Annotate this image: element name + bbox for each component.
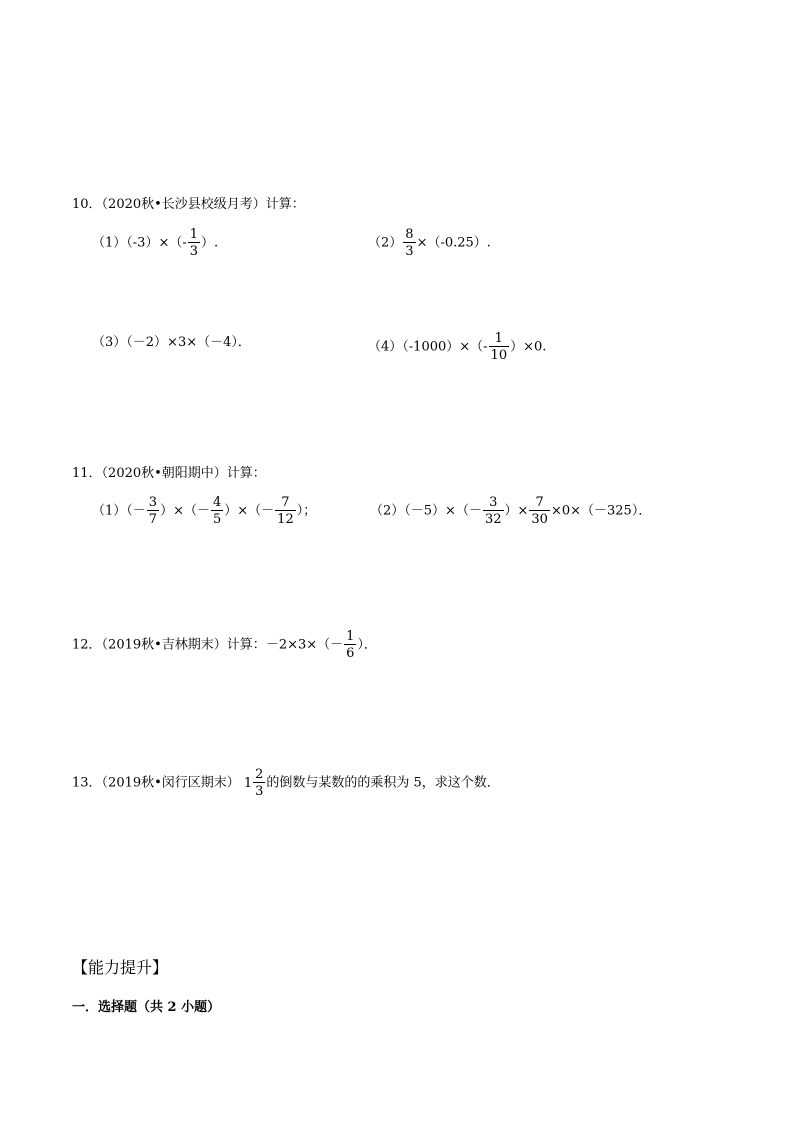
question-11-header — [72, 467, 266, 480]
question-13: 13．（2019秋•闵行区期末） 1 $\frac{2}{3}$ 的倒数与某数的的乘积为 5，求这个数． — [72, 767, 500, 799]
question-12: 12．（2019秋•吉林期末）计算：－2×3×（－ $\frac{1}{6}$ ）． — [72, 629, 377, 661]
fraction: $\frac{2}{3}$ — [255, 767, 264, 799]
q10-part-2: （2） $\frac{8}{3}$ ×（-0.25）. — [368, 227, 491, 259]
fraction: $\frac{3}{7}$ — [148, 495, 158, 527]
fraction: $\frac{4}{5}$ — [212, 495, 222, 527]
section-subtitle: 一．选择题（共 2 小题） — [72, 1000, 221, 1015]
question-number: 13． — [72, 775, 102, 791]
q10-part-1: （1）（-3）×（- $\frac{1}{3}$ ）. — [92, 227, 219, 259]
question-10-header — [72, 198, 305, 211]
question-source: （2019秋•吉林期末）计算： — [101, 637, 266, 653]
question-source: （2020秋•长沙县校级月考）计算： — [101, 197, 305, 212]
question-number: 12． — [72, 637, 102, 653]
q11-part-1: （1）（－ $\frac{3}{7}$ ）×（－ $\frac{4}{5}$ ）×（－ $\frac{7}{12}$ ）； — [92, 495, 317, 527]
section-title: 【能力提升】 — [72, 958, 169, 977]
fraction: $\frac{1}{6}$ — [346, 629, 355, 661]
fraction: $\frac{1}{3}$ — [189, 227, 199, 259]
question-source: （2019秋•闵行区期末） — [101, 775, 240, 791]
fraction: $\frac{7}{30}$ — [531, 495, 548, 527]
question-number: 11． — [72, 466, 102, 481]
fraction: $\frac{3}{32}$ — [484, 495, 502, 527]
q11-part-2: （2）（－5）×（－ $\frac{3}{32}$ ）× $\frac{7}{30}$ ×0×（－325）． — [370, 495, 652, 527]
fraction: $\frac{7}{12}$ — [277, 495, 294, 527]
question-source: （2020秋•朝阳期中）计算： — [101, 466, 266, 481]
q10-part-3: （3）（－2）×3×（－4）． — [92, 335, 251, 350]
fraction: $\frac{8}{3}$ — [405, 227, 414, 259]
mixed-number-whole: 1 — [243, 775, 253, 791]
q10-part-4: （4）（-1000）×（- $\frac{1}{10}$ ）×0. — [368, 331, 547, 363]
fraction: $\frac{1}{10}$ — [490, 331, 508, 363]
question-number: 10． — [72, 197, 102, 212]
